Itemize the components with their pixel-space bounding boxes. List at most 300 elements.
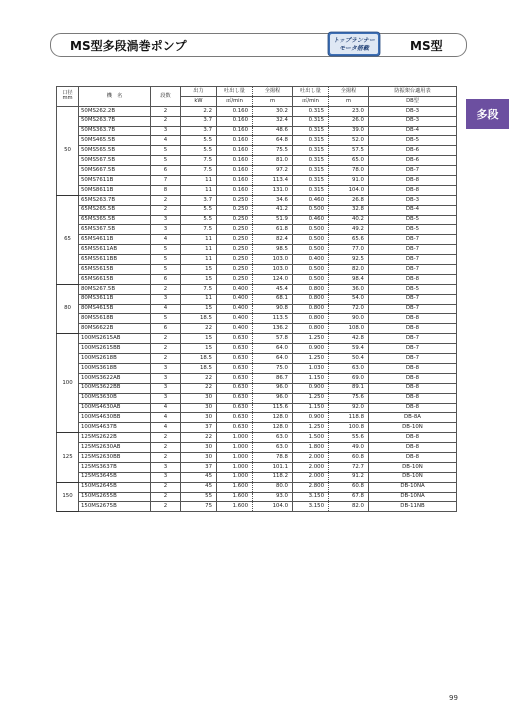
head1-cell: 41.2 — [253, 205, 293, 215]
stages-cell: 6 — [151, 324, 181, 334]
flow1-cell: 0.630 — [217, 334, 253, 344]
table-row — [57, 304, 457, 314]
power-cell: 3.7 — [181, 195, 217, 205]
flow2-cell: 1.150 — [293, 373, 329, 383]
head2-cell: 55.6 — [329, 433, 369, 443]
stages-cell: 5 — [151, 255, 181, 265]
flow2-cell: 0.500 — [293, 205, 329, 215]
model-cell: 50MS263.7B — [79, 116, 151, 126]
stages-cell: 5 — [151, 146, 181, 156]
table-row — [57, 363, 457, 373]
side-tab-multistage[interactable]: 多段 — [466, 99, 509, 129]
dia-cell: 125 — [57, 433, 79, 482]
flow1-cell: 1.000 — [217, 472, 253, 482]
flow1-cell: 0.630 — [217, 344, 253, 354]
stages-cell: 5 — [151, 314, 181, 324]
head2-cell: 65.6 — [329, 235, 369, 245]
power-cell: 3.7 — [181, 126, 217, 136]
table-row — [57, 334, 457, 344]
flow2-cell: 0.800 — [293, 284, 329, 294]
flow1-cell: 0.250 — [217, 274, 253, 284]
base-cell: DB-4 — [369, 126, 457, 136]
base-cell: DB-7 — [369, 235, 457, 245]
header-model: 機 名 — [79, 87, 151, 107]
power-cell: 22 — [181, 383, 217, 393]
base-cell: DB-10N — [369, 472, 457, 482]
base-cell: DB-5 — [369, 136, 457, 146]
base-cell: DB-7 — [369, 334, 457, 344]
head2-cell: 89.1 — [329, 383, 369, 393]
model-cell: 50MS465.5B — [79, 136, 151, 146]
header-power: 出力 — [181, 87, 217, 97]
base-cell: DB-8 — [369, 383, 457, 393]
head2-cell: 52.0 — [329, 136, 369, 146]
dia-cell: 100 — [57, 334, 79, 433]
head1-cell: 57.8 — [253, 334, 293, 344]
flow2-cell: 3.150 — [293, 492, 329, 502]
base-cell: DB-10NA — [369, 492, 457, 502]
power-cell: 18.5 — [181, 363, 217, 373]
spec-table — [56, 86, 457, 512]
flow2-cell: 1.030 — [293, 363, 329, 373]
flow1-cell: 0.160 — [217, 146, 253, 156]
stages-cell: 6 — [151, 274, 181, 284]
power-cell: 3.7 — [181, 116, 217, 126]
head1-cell: 128.0 — [253, 423, 293, 433]
power-cell: 30 — [181, 443, 217, 453]
header-head2-unit: m — [329, 96, 369, 106]
head2-cell: 49.2 — [329, 225, 369, 235]
base-cell: DB-8 — [369, 324, 457, 334]
base-cell: DB-10N — [369, 462, 457, 472]
flow2-cell: 0.800 — [293, 294, 329, 304]
model-cell: 100MS2615BB — [79, 344, 151, 354]
stages-cell: 4 — [151, 403, 181, 413]
base-cell: DB-8 — [369, 443, 457, 453]
flow2-cell: 0.315 — [293, 166, 329, 176]
flow2-cell: 0.500 — [293, 245, 329, 255]
table-row — [57, 373, 457, 383]
head2-cell: 108.0 — [329, 324, 369, 334]
head2-cell: 91.2 — [329, 472, 369, 482]
model-cell: 125MS2630AB — [79, 443, 151, 453]
flow1-cell: 0.630 — [217, 363, 253, 373]
head1-cell: 80.0 — [253, 482, 293, 492]
power-cell: 11 — [181, 245, 217, 255]
table-row — [57, 472, 457, 482]
stages-cell: 2 — [151, 354, 181, 364]
model-cell: 100MS2615AB — [79, 334, 151, 344]
flow1-cell: 1.000 — [217, 452, 253, 462]
base-cell: DB-7 — [369, 304, 457, 314]
model-cell: 50MS262.2B — [79, 106, 151, 116]
power-cell: 15 — [181, 304, 217, 314]
base-cell: DB-8 — [369, 433, 457, 443]
power-cell: 7.5 — [181, 156, 217, 166]
flow2-cell: 0.800 — [293, 324, 329, 334]
flow1-cell: 0.400 — [217, 294, 253, 304]
table-row — [57, 235, 457, 245]
head1-cell: 45.4 — [253, 284, 293, 294]
power-cell: 11 — [181, 255, 217, 265]
flow1-cell: 0.250 — [217, 225, 253, 235]
model-cell: 65MS6615B — [79, 274, 151, 284]
flow2-cell: 0.315 — [293, 136, 329, 146]
stages-cell: 7 — [151, 176, 181, 186]
flow1-cell: 0.250 — [217, 195, 253, 205]
head1-cell: 64.0 — [253, 344, 293, 354]
table-row — [57, 462, 457, 472]
flow2-cell: 0.900 — [293, 344, 329, 354]
flow1-cell: 0.160 — [217, 166, 253, 176]
base-cell: DB-8 — [369, 176, 457, 186]
model-cell: 100MS4630BB — [79, 413, 151, 423]
head1-cell: 124.0 — [253, 274, 293, 284]
table-row — [57, 176, 457, 186]
base-cell: DB-8 — [369, 363, 457, 373]
stages-cell: 3 — [151, 373, 181, 383]
power-cell: 15 — [181, 265, 217, 275]
stages-cell: 2 — [151, 492, 181, 502]
head1-cell: 78.8 — [253, 452, 293, 462]
stages-cell: 2 — [151, 502, 181, 512]
base-cell: DB-7 — [369, 166, 457, 176]
stages-cell: 3 — [151, 393, 181, 403]
header-head1: 全揚程 — [253, 87, 293, 97]
flow2-cell: 0.315 — [293, 126, 329, 136]
base-cell: DB-8 — [369, 452, 457, 462]
flow2-cell: 0.315 — [293, 185, 329, 195]
power-cell: 11 — [181, 185, 217, 195]
model-cell: 100MS4630AB — [79, 403, 151, 413]
head1-cell: 63.0 — [253, 433, 293, 443]
stages-cell: 2 — [151, 433, 181, 443]
power-cell: 30 — [181, 413, 217, 423]
table-row — [57, 156, 457, 166]
power-cell: 5.5 — [181, 146, 217, 156]
table-row — [57, 482, 457, 492]
table-row — [57, 265, 457, 275]
head1-cell: 96.0 — [253, 393, 293, 403]
model-cell: 65MS4611B — [79, 235, 151, 245]
base-cell: DB-7 — [369, 265, 457, 275]
table-row — [57, 126, 457, 136]
flow1-cell: 0.400 — [217, 284, 253, 294]
head1-cell: 64.0 — [253, 354, 293, 364]
head1-cell: 75.5 — [253, 146, 293, 156]
flow1-cell: 0.400 — [217, 304, 253, 314]
flow1-cell: 1.600 — [217, 492, 253, 502]
base-cell: DB-7 — [369, 245, 457, 255]
svg-text:トップランナー: トップランナー — [333, 37, 375, 44]
model-cell: 100MS3630B — [79, 393, 151, 403]
stages-cell: 4 — [151, 423, 181, 433]
head2-cell: 50.4 — [329, 354, 369, 364]
stages-cell: 3 — [151, 363, 181, 373]
stages-cell: 3 — [151, 383, 181, 393]
flow2-cell: 0.400 — [293, 255, 329, 265]
head1-cell: 86.7 — [253, 373, 293, 383]
stages-cell: 3 — [151, 472, 181, 482]
flow1-cell: 0.630 — [217, 354, 253, 364]
head2-cell: 78.0 — [329, 166, 369, 176]
base-cell: DB-6 — [369, 146, 457, 156]
power-cell: 7.5 — [181, 284, 217, 294]
flow2-cell: 0.800 — [293, 314, 329, 324]
head1-cell: 103.0 — [253, 265, 293, 275]
head2-cell: 75.6 — [329, 393, 369, 403]
header-dia: 口径 mm — [57, 87, 79, 107]
model-cell: 50MS8611B — [79, 185, 151, 195]
base-cell: DB-7 — [369, 344, 457, 354]
table-row — [57, 433, 457, 443]
table-row — [57, 393, 457, 403]
header-base: 防振架台適用表 — [369, 87, 457, 97]
base-cell: DB-5 — [369, 225, 457, 235]
head2-cell: 59.4 — [329, 344, 369, 354]
stages-cell: 2 — [151, 106, 181, 116]
power-cell: 22 — [181, 373, 217, 383]
head1-cell: 128.0 — [253, 413, 293, 423]
table-row — [57, 413, 457, 423]
head2-cell: 91.0 — [329, 176, 369, 186]
flow1-cell: 1.600 — [217, 482, 253, 492]
svg-text:モータ搭載: モータ搭載 — [339, 45, 369, 52]
head1-cell: 32.4 — [253, 116, 293, 126]
flow1-cell: 0.400 — [217, 324, 253, 334]
power-cell: 30 — [181, 452, 217, 462]
model-cell: 150MS2675B — [79, 502, 151, 512]
flow1-cell: 0.250 — [217, 265, 253, 275]
table-row — [57, 423, 457, 433]
head1-cell: 82.4 — [253, 235, 293, 245]
flow1-cell: 1.000 — [217, 443, 253, 453]
base-cell: DB-5 — [369, 284, 457, 294]
flow2-cell: 2.000 — [293, 462, 329, 472]
power-cell: 7.5 — [181, 225, 217, 235]
table-row — [57, 255, 457, 265]
table-row — [57, 136, 457, 146]
head2-cell: 42.8 — [329, 334, 369, 344]
flow1-cell: 0.160 — [217, 185, 253, 195]
table-row — [57, 284, 457, 294]
head2-cell: 23.0 — [329, 106, 369, 116]
stages-cell: 2 — [151, 284, 181, 294]
head1-cell: 96.0 — [253, 383, 293, 393]
head2-cell: 40.2 — [329, 215, 369, 225]
head2-cell: 26.0 — [329, 116, 369, 126]
model-cell: 100MS3622AB — [79, 373, 151, 383]
head2-cell: 26.8 — [329, 195, 369, 205]
stages-cell: 2 — [151, 334, 181, 344]
head1-cell: 90.8 — [253, 304, 293, 314]
stages-cell: 4 — [151, 235, 181, 245]
flow2-cell: 0.315 — [293, 116, 329, 126]
flow1-cell: 0.250 — [217, 205, 253, 215]
header-flow1: 吐出し量 — [217, 87, 253, 97]
head1-cell: 93.0 — [253, 492, 293, 502]
head1-cell: 48.6 — [253, 126, 293, 136]
model-cell: 80MS6622B — [79, 324, 151, 334]
flow2-cell: 1.250 — [293, 354, 329, 364]
model-cell: 125MS2622B — [79, 433, 151, 443]
head2-cell: 118.8 — [329, 413, 369, 423]
head1-cell: 61.8 — [253, 225, 293, 235]
model-cell: 80MS3611B — [79, 294, 151, 304]
stages-cell: 3 — [151, 225, 181, 235]
head1-cell: 64.8 — [253, 136, 293, 146]
model-cell: 50MS565.5B — [79, 146, 151, 156]
head2-cell: 32.8 — [329, 205, 369, 215]
flow2-cell: 0.500 — [293, 225, 329, 235]
flow2-cell: 2.000 — [293, 472, 329, 482]
base-cell: DB-8 — [369, 314, 457, 324]
base-cell: DB-8 — [369, 185, 457, 195]
flow2-cell: 1.150 — [293, 403, 329, 413]
table-row — [57, 245, 457, 255]
flow1-cell: 0.250 — [217, 215, 253, 225]
base-cell: DB-7 — [369, 354, 457, 364]
base-cell: DB-7 — [369, 294, 457, 304]
stages-cell: 2 — [151, 344, 181, 354]
head1-cell: 51.9 — [253, 215, 293, 225]
model-cell: 65MS263.7B — [79, 195, 151, 205]
stages-cell: 5 — [151, 245, 181, 255]
model-cell: 65MS5611BB — [79, 255, 151, 265]
power-cell: 45 — [181, 482, 217, 492]
table-row — [57, 314, 457, 324]
table-row — [57, 205, 457, 215]
table-row — [57, 116, 457, 126]
model-cell: 100MS3618B — [79, 363, 151, 373]
flow2-cell: 3.150 — [293, 502, 329, 512]
series-label: MS型 — [410, 39, 443, 53]
header-base-unit: DB型 — [369, 96, 457, 106]
dia-cell: 80 — [57, 284, 79, 333]
model-cell: 50MS7611B — [79, 176, 151, 186]
flow2-cell: 0.460 — [293, 195, 329, 205]
table-row — [57, 225, 457, 235]
head1-cell: 113.5 — [253, 314, 293, 324]
table-row — [57, 106, 457, 116]
model-cell: 125MS2630BB — [79, 452, 151, 462]
head2-cell: 49.0 — [329, 443, 369, 453]
flow1-cell: 0.630 — [217, 383, 253, 393]
head1-cell: 115.6 — [253, 403, 293, 413]
flow1-cell: 0.630 — [217, 413, 253, 423]
head1-cell: 136.2 — [253, 324, 293, 334]
flow2-cell: 0.500 — [293, 274, 329, 284]
page-title: MS型多段渦巻ポンプ — [70, 39, 187, 53]
base-cell: DB-5 — [369, 215, 457, 225]
model-cell: 125MS3637B — [79, 462, 151, 472]
flow1-cell: 0.630 — [217, 393, 253, 403]
head2-cell: 57.5 — [329, 146, 369, 156]
head1-cell: 104.0 — [253, 502, 293, 512]
head2-cell: 60.8 — [329, 482, 369, 492]
flow2-cell: 0.315 — [293, 146, 329, 156]
head2-cell: 77.0 — [329, 245, 369, 255]
power-cell: 11 — [181, 294, 217, 304]
flow2-cell: 0.315 — [293, 106, 329, 116]
header-flow1-unit: ㎥/min — [217, 96, 253, 106]
header-head2: 全揚程 — [329, 87, 369, 97]
stages-cell: 5 — [151, 265, 181, 275]
table-row — [57, 443, 457, 453]
power-cell: 11 — [181, 176, 217, 186]
head1-cell: 118.2 — [253, 472, 293, 482]
power-cell: 7.5 — [181, 166, 217, 176]
stages-cell: 2 — [151, 205, 181, 215]
table-row — [57, 166, 457, 176]
header-flow2: 吐出し量 — [293, 87, 329, 97]
header-head1-unit: m — [253, 96, 293, 106]
head2-cell: 90.0 — [329, 314, 369, 324]
stages-cell: 8 — [151, 185, 181, 195]
head2-cell: 54.0 — [329, 294, 369, 304]
head1-cell: 103.0 — [253, 255, 293, 265]
stages-cell: 2 — [151, 443, 181, 453]
flow1-cell: 0.160 — [217, 116, 253, 126]
page-number: 99 — [449, 694, 458, 702]
stages-cell: 5 — [151, 156, 181, 166]
head2-cell: 36.0 — [329, 284, 369, 294]
flow2-cell: 0.315 — [293, 156, 329, 166]
model-cell: 65MS5615B — [79, 265, 151, 275]
stages-cell: 6 — [151, 166, 181, 176]
base-cell: DB-8 — [369, 393, 457, 403]
header-stages: 段数 — [151, 87, 181, 107]
power-cell: 15 — [181, 344, 217, 354]
stages-cell: 2 — [151, 195, 181, 205]
model-cell: 150MS2645B — [79, 482, 151, 492]
flow1-cell: 0.400 — [217, 314, 253, 324]
dia-cell: 65 — [57, 195, 79, 284]
flow1-cell: 1.000 — [217, 433, 253, 443]
flow2-cell: 1.250 — [293, 393, 329, 403]
flow2-cell: 0.900 — [293, 383, 329, 393]
base-cell: DB-10N — [369, 423, 457, 433]
flow2-cell: 1.250 — [293, 334, 329, 344]
flow1-cell: 0.160 — [217, 126, 253, 136]
power-cell: 22 — [181, 433, 217, 443]
base-cell: DB-8A — [369, 413, 457, 423]
model-cell: 50MS567.5B — [79, 156, 151, 166]
head1-cell: 113.4 — [253, 176, 293, 186]
flow2-cell: 0.500 — [293, 235, 329, 245]
head1-cell: 81.0 — [253, 156, 293, 166]
flow1-cell: 1.000 — [217, 462, 253, 472]
head1-cell: 97.2 — [253, 166, 293, 176]
base-cell: DB-10NA — [369, 482, 457, 492]
stages-cell: 3 — [151, 462, 181, 472]
table-row — [57, 492, 457, 502]
flow2-cell: 0.900 — [293, 413, 329, 423]
power-cell: 30 — [181, 393, 217, 403]
dia-cell: 150 — [57, 482, 79, 512]
head2-cell: 92.5 — [329, 255, 369, 265]
power-cell: 37 — [181, 423, 217, 433]
model-cell: 65MS367.5B — [79, 225, 151, 235]
stages-cell: 2 — [151, 482, 181, 492]
base-cell: DB-6 — [369, 156, 457, 166]
stages-cell: 4 — [151, 413, 181, 423]
base-cell: DB-7 — [369, 255, 457, 265]
flow2-cell: 1.500 — [293, 433, 329, 443]
spec-table-body — [57, 106, 457, 512]
table-row — [57, 294, 457, 304]
table-row — [57, 195, 457, 205]
